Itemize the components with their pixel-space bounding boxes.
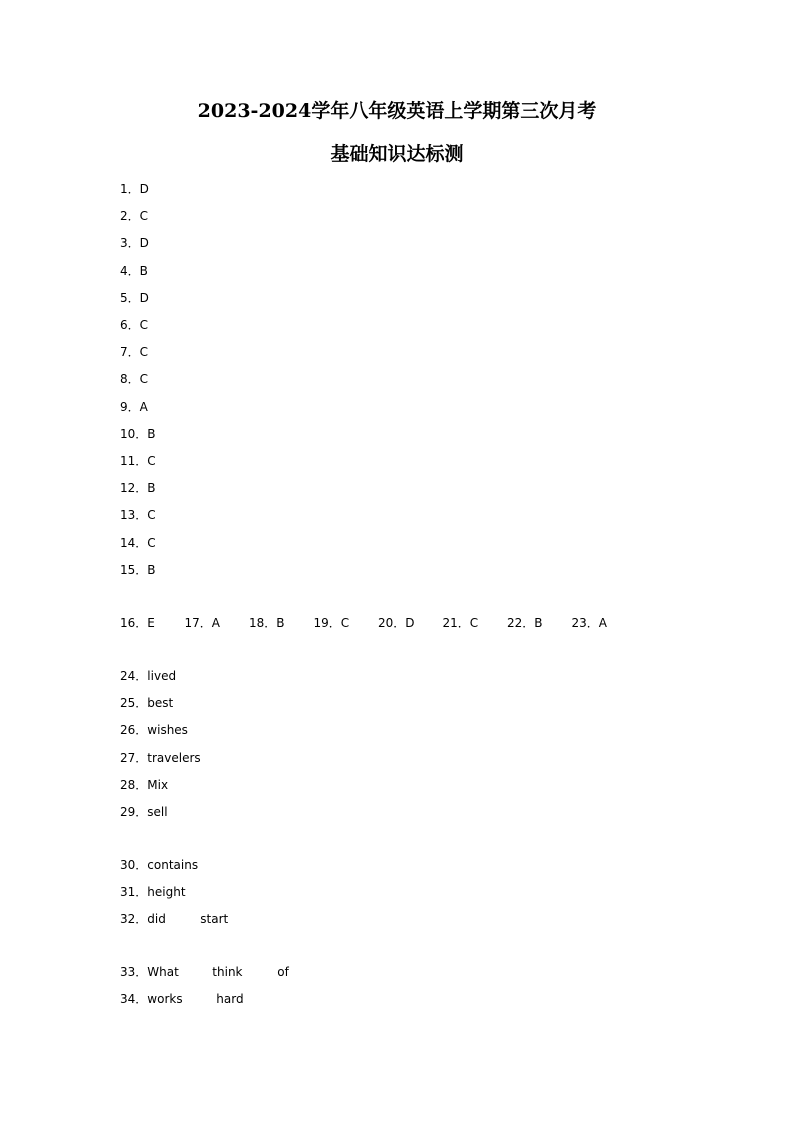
answer-separator: ．: [135, 805, 148, 819]
answer-item: [120, 668, 176, 684]
answer-item: [120, 562, 156, 578]
answer-separator: ．: [135, 669, 148, 683]
answer-number: 25: [120, 696, 136, 711]
answer-text: D: [139, 182, 149, 196]
answer-separator: ．: [135, 535, 148, 550]
answer-item: [120, 344, 148, 360]
answer-separator: ．: [586, 616, 599, 630]
answer-word: start: [200, 912, 229, 926]
answer-text: B: [139, 263, 148, 278]
answer-number: 24: [120, 669, 136, 683]
answer-item: [314, 615, 379, 631]
answer-separator: ．: [135, 750, 148, 765]
answer-number: 19: [313, 616, 329, 630]
answer-separator: ．: [135, 616, 148, 630]
answer-separator: ．: [199, 616, 212, 630]
answer-separator: ．: [127, 236, 140, 251]
answer-item: [378, 615, 443, 631]
answer-word: works: [147, 992, 183, 1006]
answer-word: What: [147, 965, 179, 979]
answer-item: [120, 317, 148, 333]
answer-item: [572, 615, 637, 631]
answer-separator: ．: [127, 372, 140, 387]
answer-number: 29: [120, 805, 136, 819]
answer-item: [120, 507, 156, 523]
answer-number: 18: [249, 616, 265, 630]
answer-text: height: [147, 885, 186, 899]
answer-number: 11: [120, 454, 136, 468]
answer-separator: ．: [127, 290, 140, 305]
answer-item: [120, 235, 149, 251]
answer-separator: ．: [135, 992, 148, 1006]
answer-separator: ．: [127, 399, 140, 414]
answer-number: 2: [120, 209, 128, 224]
answer-number: 3: [120, 236, 128, 251]
answer-number: 20: [378, 616, 394, 630]
answer-separator: ．: [127, 318, 140, 332]
answer-number: 26: [120, 723, 136, 738]
answer-item-32: [120, 911, 228, 927]
answer-separator: ．: [135, 777, 148, 792]
answer-text: contains: [147, 858, 199, 872]
answer-separator: ．: [135, 426, 148, 441]
answer-text: E: [147, 616, 155, 630]
answer-separator: ．: [135, 858, 148, 872]
answer-number: 5: [120, 290, 128, 305]
answer-text: C: [139, 318, 149, 332]
answer-item: [120, 371, 148, 387]
answer-separator: ．: [393, 616, 406, 630]
answer-text: best: [147, 696, 174, 711]
answer-separator: ．: [328, 616, 341, 630]
answer-number: 9: [120, 399, 128, 414]
answer-item: [120, 535, 156, 551]
page-title: 2023-2024学年八年级英语上学期第三次月考: [197, 100, 597, 122]
answer-text: B: [147, 562, 156, 577]
answer-number: 27: [120, 750, 136, 765]
answer-text: A: [139, 399, 148, 414]
answer-number: 16: [120, 616, 136, 630]
answer-number: 30: [120, 858, 136, 872]
answer-separator: ．: [127, 263, 140, 278]
answer-item: [249, 615, 314, 631]
answer-item: [120, 399, 148, 415]
answer-item-34: [120, 991, 244, 1007]
answer-text: wishes: [147, 723, 188, 738]
answer-item: [120, 453, 156, 469]
answer-number: 22: [507, 616, 523, 630]
answer-text: D: [139, 236, 149, 251]
answer-item: [443, 615, 508, 631]
answer-item: [120, 263, 148, 279]
answer-item: [120, 857, 198, 873]
answer-separator: ．: [135, 965, 148, 979]
answer-text: C: [340, 616, 350, 630]
answer-text: travelers: [147, 750, 201, 765]
page-subtitle: 基础知识达标测: [330, 143, 464, 165]
answer-number: 31: [120, 885, 136, 899]
answer-item: [507, 615, 572, 631]
answer-item: [120, 695, 173, 711]
answer-word: hard: [216, 992, 244, 1006]
answer-text: B: [276, 616, 285, 630]
answer-word: did: [147, 912, 166, 926]
answer-separator: ．: [135, 723, 148, 738]
answer-number: 32: [120, 912, 136, 926]
answer-text: A: [598, 616, 608, 630]
answer-text: A: [211, 616, 221, 630]
answer-text: B: [147, 481, 156, 496]
answer-number: 13: [120, 508, 136, 523]
answer-separator: ．: [135, 508, 148, 523]
answer-number: 6: [120, 318, 128, 332]
answer-number: 10: [120, 426, 136, 441]
answer-separator: ．: [522, 616, 535, 630]
answer-number: 28: [120, 777, 136, 792]
answer-text: C: [139, 209, 149, 224]
answer-separator: ．: [135, 885, 148, 899]
answer-text: B: [147, 426, 156, 441]
answer-number: 23: [571, 616, 587, 630]
answer-text: C: [147, 454, 156, 468]
answer-item: [120, 750, 201, 766]
answer-number: 15: [120, 562, 136, 577]
answer-text: sell: [147, 805, 168, 819]
answer-text: Mix: [147, 777, 169, 792]
answer-number: 21: [442, 616, 458, 630]
answer-number: 7: [120, 345, 128, 360]
answer-word: of: [277, 965, 289, 979]
answer-item-33: [120, 964, 289, 980]
answer-separator: ．: [127, 345, 140, 360]
answer-item: [120, 290, 149, 306]
answer-text: B: [534, 616, 543, 630]
answer-number: 34: [120, 992, 136, 1006]
answer-item: [120, 722, 188, 738]
answer-item: [120, 208, 148, 224]
answer-separator: ．: [135, 696, 148, 711]
answer-separator: ．: [127, 182, 140, 196]
answer-text: C: [139, 372, 149, 387]
answer-separator: ．: [457, 616, 470, 630]
answer-separator: ．: [135, 481, 148, 496]
answer-text: lived: [147, 669, 177, 683]
answer-number: 12: [120, 481, 136, 496]
answer-text: C: [147, 508, 156, 523]
answer-separator: ．: [127, 209, 140, 224]
answer-text: D: [139, 290, 149, 305]
answer-number: 14: [120, 535, 136, 550]
answer-separator: ．: [135, 454, 148, 468]
answer-item: [120, 480, 156, 496]
answer-number: 8: [120, 372, 128, 387]
answer-text: C: [139, 345, 149, 360]
answer-text: C: [147, 535, 156, 550]
answer-item: [185, 615, 250, 631]
answer-item: [120, 777, 168, 793]
answer-text: C: [469, 616, 479, 630]
answer-number: 4: [120, 263, 128, 278]
answer-separator: ．: [135, 562, 148, 577]
answer-number: 1: [120, 182, 128, 196]
answer-separator: ．: [264, 616, 277, 630]
answer-item: [120, 804, 168, 820]
answer-item: [120, 884, 186, 900]
answer-item: [120, 426, 156, 442]
answer-number: 17: [184, 616, 200, 630]
answer-number: 33: [120, 965, 136, 979]
answer-item: [120, 615, 185, 631]
answer-item: [120, 181, 149, 197]
answer-text: D: [405, 616, 415, 630]
inline-answer-row: [120, 615, 636, 631]
answer-word: think: [212, 965, 243, 979]
answer-separator: ．: [135, 912, 148, 926]
